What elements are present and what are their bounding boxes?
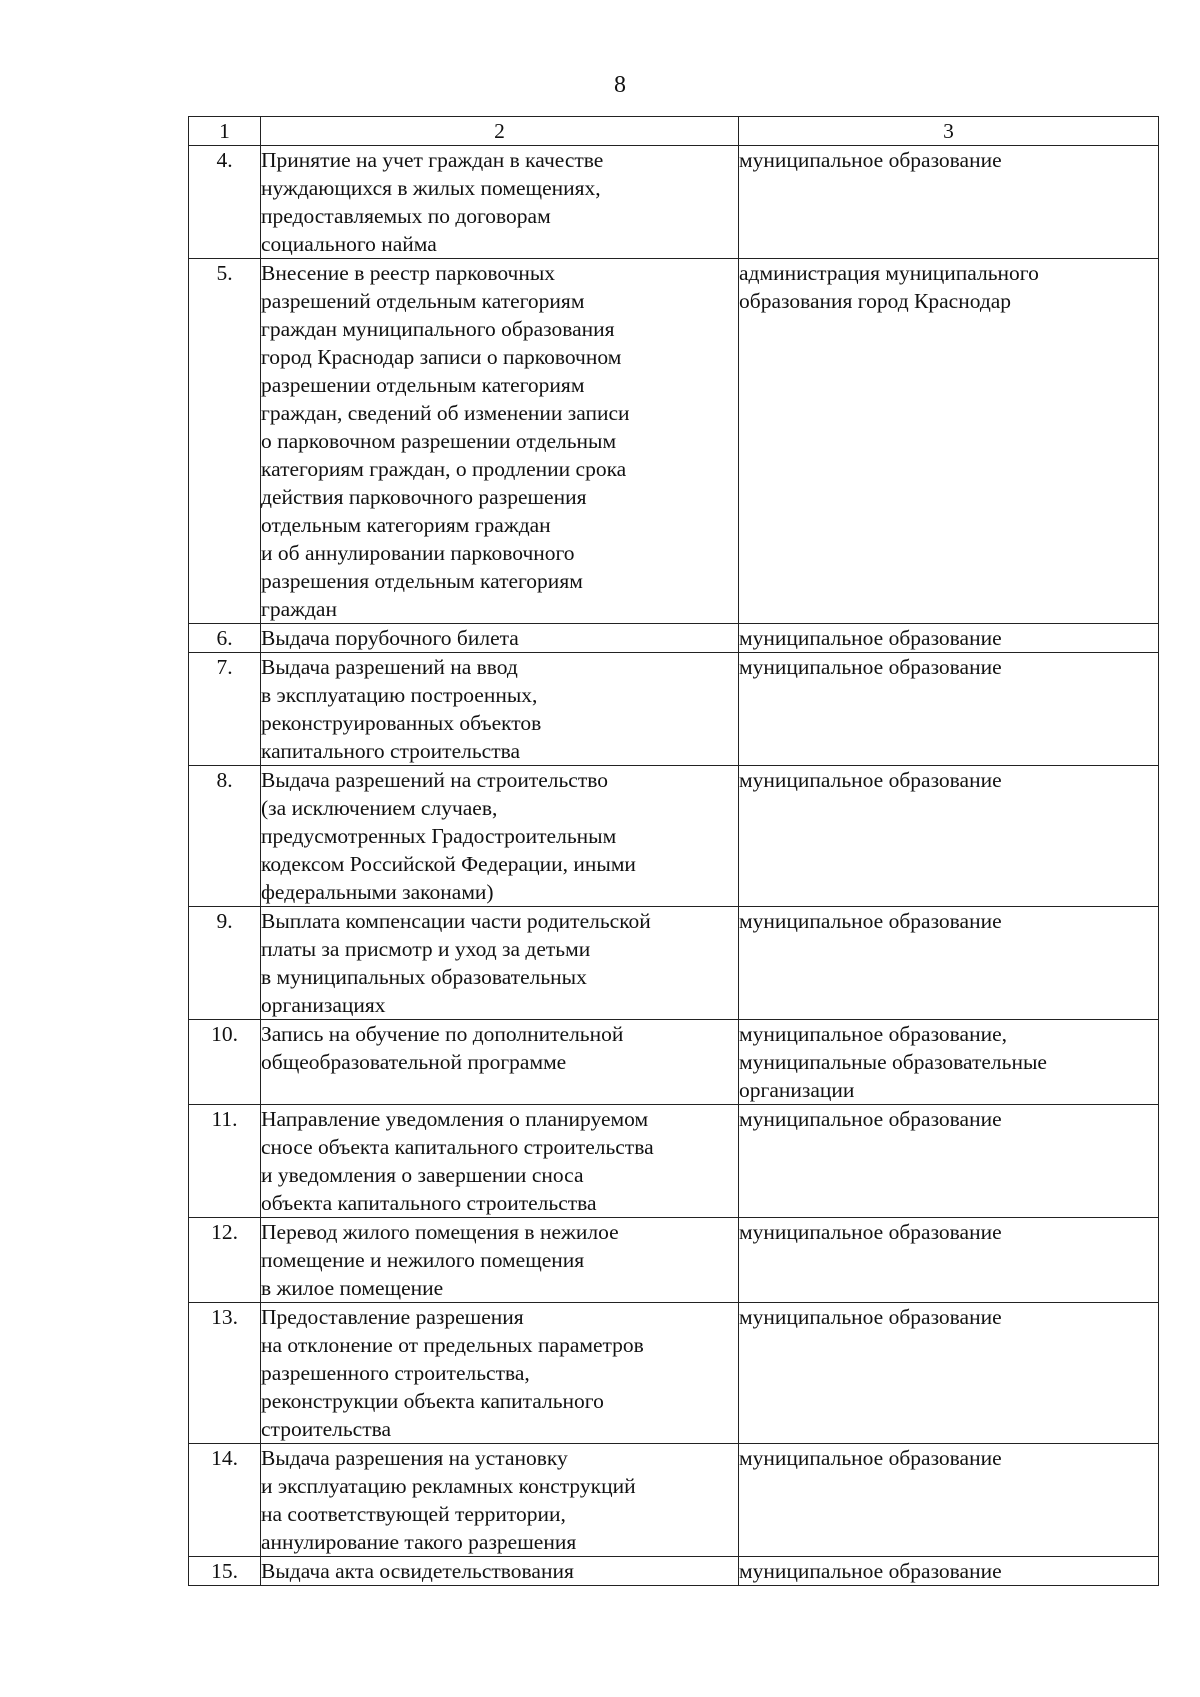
service-name-line: Выдача акта освидетельствования	[261, 1559, 574, 1583]
responsible-body-line: муниципальное образование	[739, 1559, 1002, 1583]
service-name-line: на отклонение от предельных параметров	[261, 1333, 644, 1357]
service-name-cell	[261, 653, 739, 766]
row-number: 6.	[189, 624, 261, 653]
service-name-line: Перевод жилого помещения в нежилое	[261, 1220, 619, 1244]
row-number: 7.	[189, 653, 261, 766]
table-row	[189, 1105, 1159, 1218]
service-name-cell	[261, 1218, 739, 1303]
service-name-line: и уведомления о завершении сноса	[261, 1163, 584, 1187]
service-name-line: категориям граждан, о продлении срока	[261, 457, 627, 481]
header-row	[189, 117, 1159, 146]
row-number: 14.	[189, 1444, 261, 1557]
responsible-body-line: муниципальные образовательные	[739, 1050, 1047, 1074]
service-name-line: строительства	[261, 1417, 392, 1441]
service-name-line: и об аннулировании парковочного	[261, 541, 575, 565]
row-number: 15.	[189, 1557, 261, 1586]
responsible-body-cell	[739, 1557, 1159, 1586]
page-number: 8	[614, 72, 626, 98]
responsible-body-line: муниципальное образование	[739, 1220, 1002, 1244]
responsible-body-cell	[739, 766, 1159, 907]
responsible-body-cell	[739, 1444, 1159, 1557]
service-name-cell	[261, 1557, 739, 1586]
service-name-line: Предоставление разрешения	[261, 1305, 524, 1329]
service-name-line: отдельным категориям граждан	[261, 513, 551, 537]
service-name-line: на соответствующей территории,	[261, 1502, 566, 1526]
responsible-body-line: муниципальное образование	[739, 909, 1002, 933]
table-row	[189, 1557, 1159, 1586]
service-name-line: реконструированных объектов	[261, 711, 542, 735]
row-number: 9.	[189, 907, 261, 1020]
responsible-body-line: муниципальное образование	[739, 655, 1002, 679]
service-name-line: общеобразовательной программе	[261, 1050, 567, 1074]
responsible-body-cell	[739, 624, 1159, 653]
service-name-line: граждан муниципального образования	[261, 317, 615, 341]
responsible-body-cell	[739, 259, 1159, 624]
service-name-cell	[261, 907, 739, 1020]
responsible-body-line: муниципальное образование	[739, 768, 1002, 792]
services-table	[188, 116, 1159, 1586]
service-name-line: Направление уведомления о планируемом	[261, 1107, 649, 1131]
service-name-line: действия парковочного разрешения	[261, 485, 587, 509]
service-name-line: о парковочном разрешении отдельным	[261, 429, 617, 453]
row-number: 12.	[189, 1218, 261, 1303]
service-name-line: граждан, сведений об изменении записи	[261, 401, 630, 425]
responsible-body-cell	[739, 1105, 1159, 1218]
service-name-line: федеральными законами)	[261, 880, 494, 904]
service-name-line: граждан	[261, 597, 337, 621]
column-header-1: 1	[189, 117, 261, 146]
service-name-line: кодексом Российской Федерации, иными	[261, 852, 636, 876]
service-name-line: разрешенного строительства,	[261, 1361, 530, 1385]
column-header-2: 2	[261, 117, 739, 146]
responsible-body-cell	[739, 907, 1159, 1020]
service-name-line: и эксплуатацию рекламных конструкций	[261, 1474, 636, 1498]
service-name-line: нуждающихся в жилых помещениях,	[261, 176, 601, 200]
responsible-body-cell	[739, 1303, 1159, 1444]
service-name-line: (за исключением случаев,	[261, 796, 498, 820]
table-row	[189, 146, 1159, 259]
service-name-line: сносе объекта капитального строительства	[261, 1135, 654, 1159]
service-name-line: Запись на обучение по дополнительной	[261, 1022, 624, 1046]
responsible-body-cell	[739, 653, 1159, 766]
service-name-cell	[261, 1303, 739, 1444]
service-name-line: Выплата компенсации части родительской	[261, 909, 651, 933]
table-row	[189, 1303, 1159, 1444]
service-name-line: Принятие на учет граждан в качестве	[261, 148, 604, 172]
service-name-cell	[261, 146, 739, 259]
service-name-cell	[261, 766, 739, 907]
service-name-line: социального найма	[261, 232, 437, 256]
table-header	[189, 117, 1159, 146]
table-row	[189, 766, 1159, 907]
responsible-body-cell	[739, 1020, 1159, 1105]
row-number: 8.	[189, 766, 261, 907]
service-name-line: Внесение в реестр парковочных	[261, 261, 556, 285]
service-name-line: разрешения отдельным категориям	[261, 569, 583, 593]
service-name-line: аннулирование такого разрешения	[261, 1530, 577, 1554]
table-row	[189, 1444, 1159, 1557]
service-name-line: капитального строительства	[261, 739, 521, 763]
row-number: 11.	[189, 1105, 261, 1218]
service-name-line: организациях	[261, 993, 386, 1017]
service-name-line: помещение и нежилого помещения	[261, 1248, 585, 1272]
service-name-line: Выдача порубочного билета	[261, 626, 519, 650]
table-row	[189, 1020, 1159, 1105]
service-name-line: объекта капитального строительства	[261, 1191, 597, 1215]
service-name-line: в жилое помещение	[261, 1276, 444, 1300]
table-row	[189, 653, 1159, 766]
row-number: 10.	[189, 1020, 261, 1105]
service-name-line: в эксплуатацию построенных,	[261, 683, 538, 707]
service-name-line: разрешений отдельным категориям	[261, 289, 585, 313]
responsible-body-cell	[739, 1218, 1159, 1303]
responsible-body-cell	[739, 146, 1159, 259]
row-number: 13.	[189, 1303, 261, 1444]
service-name-cell	[261, 1105, 739, 1218]
responsible-body-line: администрация муниципального	[739, 261, 1039, 285]
responsible-body-line: муниципальное образование	[739, 148, 1002, 172]
responsible-body-line: муниципальное образование	[739, 1446, 1002, 1470]
responsible-body-line: организации	[739, 1078, 855, 1102]
column-header-3: 3	[739, 117, 1159, 146]
table-body	[189, 146, 1159, 1586]
table-row	[189, 1218, 1159, 1303]
service-name-cell	[261, 624, 739, 653]
service-name-line: в муниципальных образовательных	[261, 965, 587, 989]
responsible-body-line: образования город Краснодар	[739, 289, 1012, 313]
service-name-line: Выдача разрешений на строительство	[261, 768, 609, 792]
row-number: 4.	[189, 146, 261, 259]
table-row	[189, 624, 1159, 653]
table-row	[189, 907, 1159, 1020]
responsible-body-line: муниципальное образование	[739, 626, 1002, 650]
row-number: 5.	[189, 259, 261, 624]
service-name-line: Выдача разрешений на ввод	[261, 655, 518, 679]
service-name-cell	[261, 1020, 739, 1105]
service-name-line: предусмотренных Градостроительным	[261, 824, 617, 848]
service-name-line: предоставляемых по договорам	[261, 204, 551, 228]
service-name-line: разрешении отдельным категориям	[261, 373, 585, 397]
table-row	[189, 259, 1159, 624]
service-name-line: реконструкции объекта капитального	[261, 1389, 604, 1413]
service-name-cell	[261, 259, 739, 624]
responsible-body-line: муниципальное образование	[739, 1305, 1002, 1329]
service-name-cell	[261, 1444, 739, 1557]
responsible-body-line: муниципальное образование	[739, 1107, 1002, 1131]
service-name-line: город Краснодар записи о парковочном	[261, 345, 622, 369]
service-name-line: Выдача разрешения на установку	[261, 1446, 568, 1470]
responsible-body-line: муниципальное образование,	[739, 1022, 1008, 1046]
service-name-line: платы за присмотр и уход за детьми	[261, 937, 591, 961]
